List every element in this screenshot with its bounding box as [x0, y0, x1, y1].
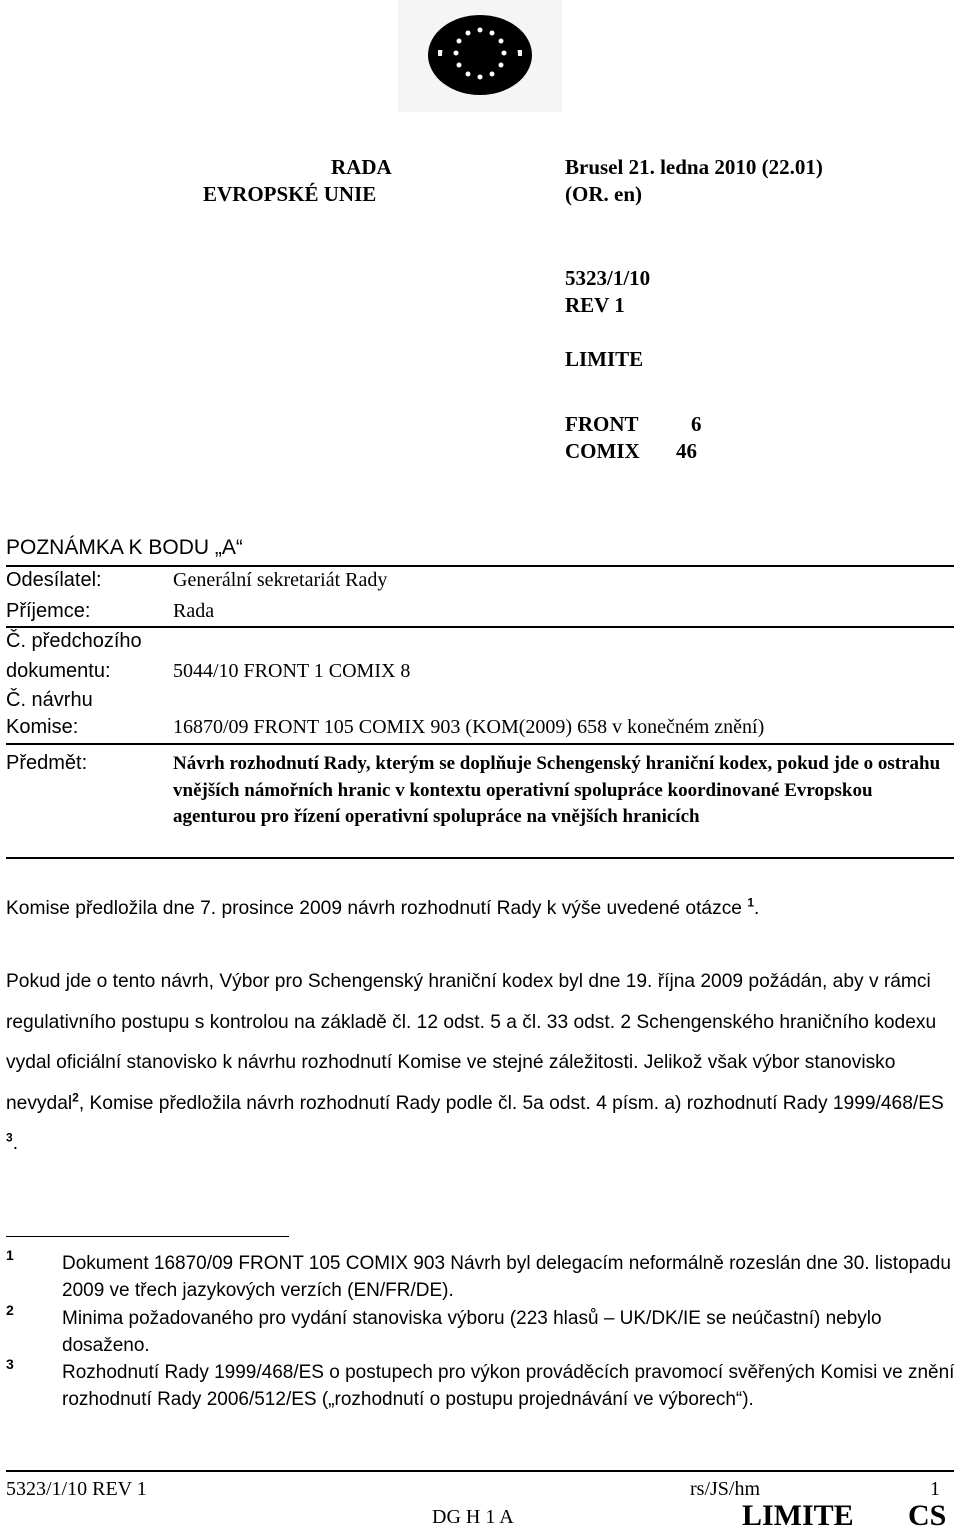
footnote-ref-3: 3: [6, 1130, 13, 1145]
footnote-ref-1: 1: [747, 895, 754, 910]
note-title: POZNÁMKA K BODU „A“: [6, 536, 243, 559]
footnote-2-text: Minima požadovaného pro vydání stanoviska výboru (223 hlasů – UK/DK/IE se neúčastní) nebylo dosaženo.: [62, 1308, 882, 1356]
code-comix-number: 46: [676, 439, 697, 463]
footer-directorate: DG H 1 A: [432, 1506, 514, 1528]
paragraph-2-text-a: Pokud jde o tento návrh, Výbor pro Schengenský hraniční kodex byl dne 19. října 2009 požádán, aby v rámci regulativního postupu s kontrolou na základě čl. 12 odst. 5 a čl. 33 odst. 2 Schengenského hraničního kodexu vydal oficiální stanovisko k návrhu rozhodnutí Komise ve stejné záležitosti. Jelikož však výbor stanovisko nevydal: [6, 971, 937, 1114]
previous-document-label-line1: Č. předchozího: [6, 630, 142, 652]
revision-number: REV 1: [565, 293, 625, 317]
footnote-1-number: 1: [6, 1247, 14, 1263]
proposal-label-line1: Č. návrhu: [6, 689, 93, 711]
paragraph-2-text-b: , Komise předložila návrh rozhodnutí Rady podle čl. 5a odst. 4 písm. a) rozhodnutí Rady 1999/468/ES: [78, 1092, 944, 1114]
paragraph-1: [6, 895, 760, 920]
footnote-separator: [6, 1236, 289, 1237]
footnote-1-text: Dokument 16870/09 FRONT 105 COMIX 903 Návrh byl delegacím neformálně rozeslán dne 30. listopadu 2009 ve třech jazykových verzích (EN/FR/DE).: [62, 1253, 951, 1301]
previous-document-label-line2: dokumentu:: [6, 660, 111, 682]
subject-value: Návrh rozhodnutí Rady, kterým se doplňuje Schengenský hraniční kodex, pokud jde o ostrahu vnějších námořních hranic v kontextu operativní spolupráce koordinované Evropskou agenturou pro řízení operativní spolupráce na vnějších hranicích: [173, 753, 941, 827]
document-number: 5323/1/10: [565, 266, 651, 290]
footnote-3-text: Rozhodnutí Rady 1999/468/ES o postupech pro výkon prováděcích pravomocí svěřených Komisi ve znění rozhodnutí Rady 2006/512/ES („rozhodnutí o postupu projednávání ve výborech“).: [62, 1362, 955, 1410]
proposal-label-line2: Komise:: [6, 716, 79, 738]
footnote-ref-2: 2: [72, 1090, 79, 1105]
footer-document-reference: 5323/1/10 REV 1: [6, 1478, 147, 1500]
divider: [6, 565, 954, 567]
code-front-name: FRONT: [565, 412, 639, 436]
paragraph-2-end: .: [12, 1133, 19, 1154]
footer-page-number: 1: [930, 1478, 940, 1500]
footnote-2-number: 2: [6, 1302, 14, 1318]
council-name-line1: RADA: [331, 155, 392, 179]
footnote-3-number: 3: [6, 1356, 14, 1372]
divider: [6, 743, 954, 745]
subject-label: Předmět:: [6, 752, 88, 774]
sender-label: Odesílatel:: [6, 569, 102, 591]
classification-label: LIMITE: [565, 347, 644, 371]
divider: [6, 626, 954, 628]
proposal-value: 16870/09 FRONT 105 COMIX 903 (KOM(2009) 658 v konečném znění): [173, 716, 765, 738]
code-front-number: 6: [691, 412, 702, 436]
recipient-label: Příjemce:: [6, 600, 91, 622]
eu-council-logo-icon: [398, 0, 562, 112]
footer-language: CS: [908, 1499, 947, 1532]
recipient-value: Rada: [173, 600, 215, 622]
code-comix-name: COMIX: [565, 439, 640, 463]
paragraph-1-text: Komise předložila dne 7. prosince 2009 návrh rozhodnutí Rady k výše uvedené otázce: [6, 898, 742, 919]
paragraph-1-end: .: [754, 898, 760, 919]
footer-classification: LIMITE: [742, 1499, 854, 1532]
paragraph-2: [6, 962, 958, 1165]
sender-value: Generální sekretariát Rady: [173, 569, 388, 591]
footer-divider: [6, 1470, 954, 1472]
divider: [6, 857, 954, 859]
date-line: Brusel 21. ledna 2010 (22.01): [565, 155, 823, 179]
council-name-line2: EVROPSKÉ UNIE: [203, 182, 377, 206]
original-language: (OR. en): [565, 182, 642, 206]
footer-initials: rs/JS/hm: [690, 1478, 761, 1500]
previous-document-value: 5044/10 FRONT 1 COMIX 8: [173, 660, 411, 682]
